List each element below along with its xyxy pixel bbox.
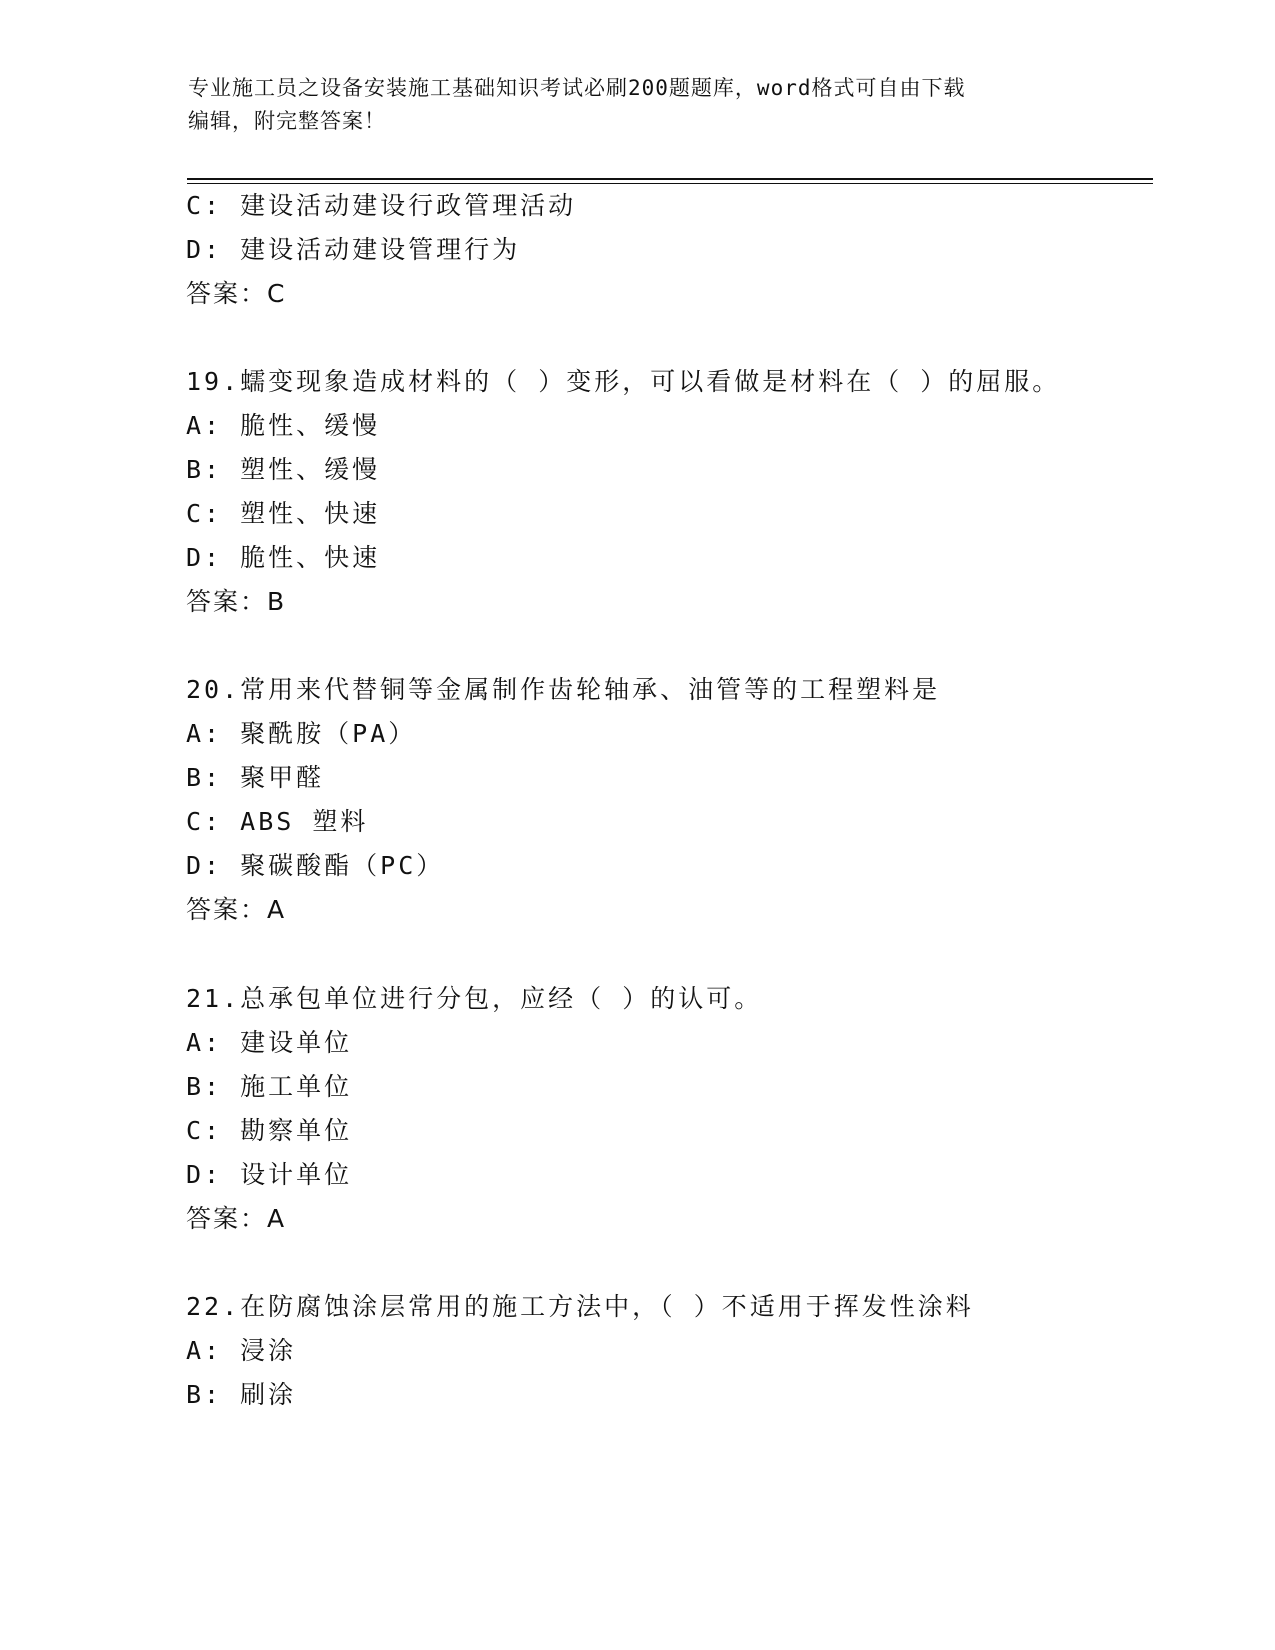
q20-question: 20.常用来代替铜等金属制作齿轮轴承、油管等的工程塑料是 [186,675,941,704]
header-title-line-1: 专业施工员之设备安装施工基础知识考试必刷200题题库，word格式可自由下载 [188,76,966,100]
header-title-line-2: 编辑，附完整答案！ [188,109,386,133]
q19-option-b: B: 塑性、缓慢 [186,455,381,484]
q19-answer: 答案：B [186,587,287,616]
prev-answer: 答案：C [186,279,287,308]
q20-option-b: B: 聚甲醛 [186,763,325,792]
header-divider-thin [187,183,1153,184]
q21-question: 21.总承包单位进行分包，应经（ ）的认可。 [186,984,763,1013]
q22-option-a: A: 浸涂 [186,1336,297,1365]
q20-option-d: D: 聚碳酸酯（PC） [186,851,445,880]
prev-option-d: D: 建设活动建设管理行为 [186,235,521,264]
q19-option-d: D: 脆性、快速 [186,543,381,572]
q19-question: 19.蠕变现象造成材料的（ ）变形，可以看做是材料在（ ）的屈服。 [186,367,1061,396]
q22-option-b: B: 刷涂 [186,1380,297,1409]
prev-option-c: C: 建设活动建设行政管理活动 [186,191,577,220]
header-divider-thick [187,178,1153,180]
q20-answer: 答案：A [186,895,287,924]
q21-option-a: A: 建设单位 [186,1028,353,1057]
q21-answer: 答案：A [186,1204,287,1233]
q20-option-c: C: ABS 塑料 [186,807,369,836]
q20-option-a: A: 聚酰胺（PA） [186,719,417,748]
q21-option-c: C: 勘察单位 [186,1116,353,1145]
q21-option-b: B: 施工单位 [186,1072,353,1101]
q21-option-d: D: 设计单位 [186,1160,353,1189]
document-header [188,72,1068,138]
q19-option-c: C: 塑性、快速 [186,499,381,528]
q22-question: 22.在防腐蚀涂层常用的施工方法中，（ ）不适用于挥发性涂料 [186,1292,974,1321]
q19-option-a: A: 脆性、缓慢 [186,411,381,440]
